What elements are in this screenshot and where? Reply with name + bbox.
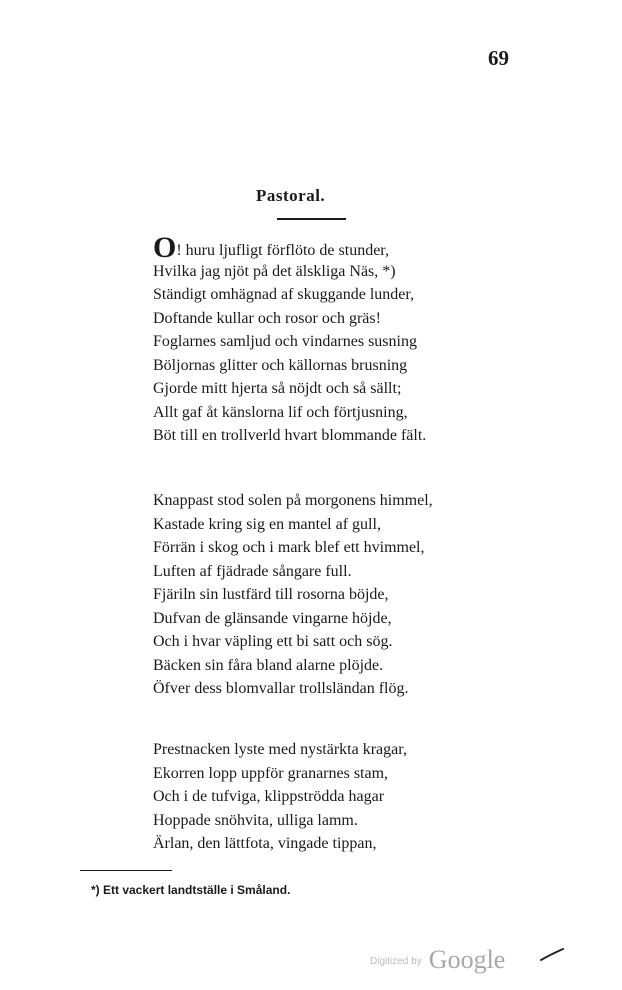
poem-line: Och i de tufviga, klippströdda hagar xyxy=(153,788,385,805)
poem-line: Böljornas glitter och källornas brusning xyxy=(153,356,408,374)
poem-line: Luften af fjädrade sångare full. xyxy=(153,562,352,580)
stanza-1 xyxy=(153,231,427,448)
dropcap: O xyxy=(153,231,177,264)
poem-line: Ständigt omhägnad af skuggande lunder, xyxy=(153,286,415,303)
google-logo: Google xyxy=(428,945,506,974)
poem-line: Knappast stod solen på morgonens himmel, xyxy=(153,492,433,509)
poem-line: Bäcken sin fåra bland alarne plöjde. xyxy=(153,656,384,674)
poem-line: Gjorde mitt hjerta så nöjdt och så sällt; xyxy=(153,380,402,397)
poem-line: Fjäriln sin lustfärd till rosorna böjde, xyxy=(153,586,389,603)
pen-stroke-icon xyxy=(540,948,564,962)
poem-line: Öfver dess blomvallar trollsländan flög. xyxy=(153,680,409,697)
poem-line: Böt till en trollverld hvart blommande fält. xyxy=(153,427,427,444)
poem-line: Ekorren lopp uppför granarnes stam, xyxy=(153,764,389,782)
poem-line: Doftande kullar och rosor och gräs! xyxy=(153,309,381,327)
stanza-3 xyxy=(153,738,407,856)
digitized-watermark xyxy=(370,945,505,975)
poem-line: Ärlan, den lättfota, vingade tippan, xyxy=(153,835,377,852)
footnote-rule xyxy=(80,870,172,871)
poem-title: Pastoral. xyxy=(256,186,326,205)
poem-line: Och i hvar väpling ett bi satt och sög. xyxy=(153,633,393,650)
poem-line: Foglarnes samljud och vindarnes susning xyxy=(153,333,417,350)
poem-line: Kastade kring sig en mantel af gull, xyxy=(153,515,381,533)
watermark-prefix: Digitized by xyxy=(370,956,422,967)
poem-line: O! huru ljufligt förflöto de stunder, xyxy=(153,231,389,264)
poem-line: Prestnacken lyste med nystärkta kragar, xyxy=(153,741,407,758)
stanza-2 xyxy=(153,489,433,701)
poem-line: Dufvan de glänsande vingarne höjde, xyxy=(153,609,392,627)
poem-line: Hoppade snöhvita, ulliga lamm. xyxy=(153,811,358,829)
poem-line: Allt gaf åt känslorna lif och förtjusning, xyxy=(153,403,408,421)
poem-line: Hvilka jag njöt på det älskliga Näs, *) xyxy=(153,262,396,280)
page-number: 69 xyxy=(488,46,509,70)
footnote: *) Ett vackert landtställe i Småland. xyxy=(91,883,291,897)
title-rule xyxy=(277,218,346,220)
poem-line: Förrän i skog och i mark blef ett hvimmel, xyxy=(153,539,425,556)
